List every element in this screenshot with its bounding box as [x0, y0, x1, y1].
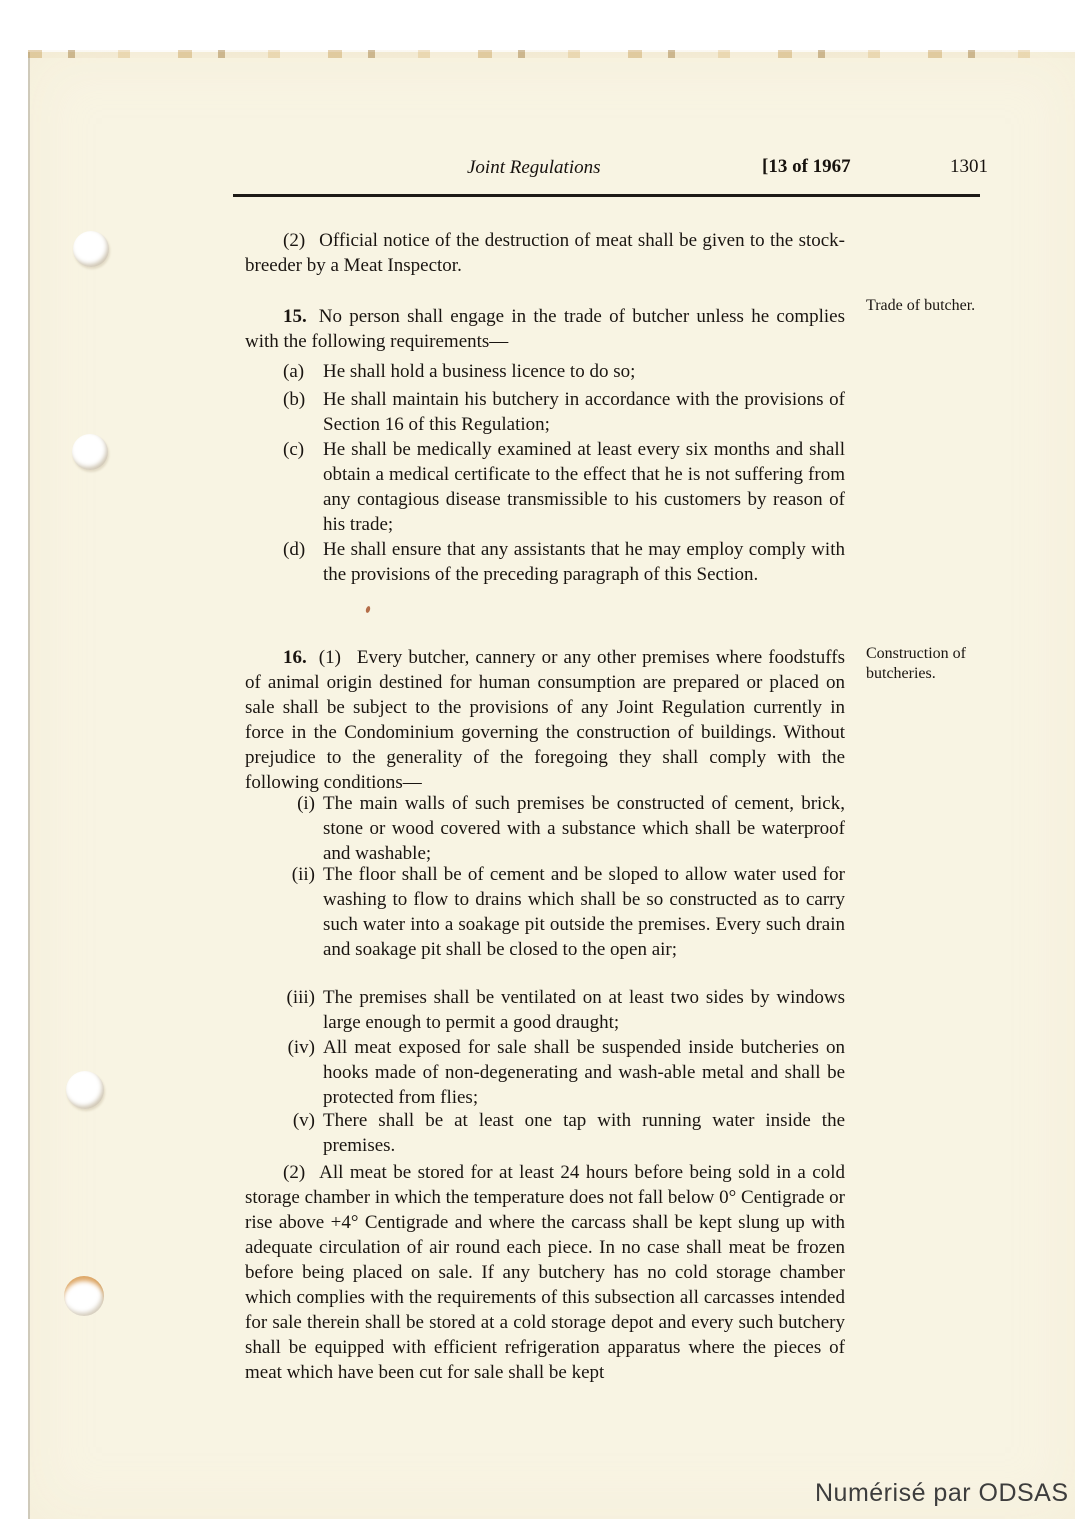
page-number: 1301 [950, 156, 988, 177]
list-item-c [245, 437, 845, 537]
list-item-a [245, 359, 845, 384]
paragraph-2-official-notice [245, 228, 845, 278]
list-item-label: (iii) [286, 987, 315, 1008]
condition-ii [245, 862, 845, 962]
condition-i [245, 791, 845, 866]
list-item-text: There shall be at least one tap with running water inside the premises. [323, 1110, 845, 1156]
scan-watermark: Numérisé par ODSAS [815, 1479, 1069, 1507]
margin-note-trade-of-butcher: Trade of butcher. [866, 297, 976, 314]
list-item-text: All meat exposed for sale shall be suspended inside butcheries on hooks made of non-degenerating and wash-able metal and shall be protected from flies; [323, 1037, 845, 1108]
list-item-d [245, 537, 845, 587]
paragraph-marker: (2) [283, 1162, 306, 1183]
punch-hole [72, 434, 108, 470]
list-item-label: (ii) [291, 864, 315, 885]
section-number: 15. [283, 306, 307, 327]
list-item-text: He shall ensure that any assistants that he may employ comply with the provisions of the preceding paragraph of this Section. [323, 539, 845, 585]
subsection-marker: (1) [318, 647, 341, 668]
list-item-text: The premises shall be ventilated on at least two sides by windows large enough to permit a good draught; [323, 987, 845, 1033]
section-16-intro [245, 645, 845, 795]
paragraph-text: All meat be stored for at least 24 hours before being sold in a cold storage chamber in which the temperature does not fall below 0° Centigrade or rise above +4° Centigrade and where the carcass shall be kept slung up with adequate circulation of air round each piece. In no case shall meat be frozen before being placed on sale. If any butchery has no cold storage chamber which complies with the requirements of this subsection all carcasses intended for sale therein shall be stored at a cold storage depot and every such butchery shall be equipped with efficient refrigeration apparatus where the pieces of meat which have been cut for sale shall be kept [245, 1162, 845, 1383]
section-15-intro [245, 304, 845, 354]
running-header-title: Joint Regulations [467, 157, 601, 178]
list-item-label: (v) [292, 1110, 315, 1131]
condition-iii [245, 985, 845, 1035]
list-item-label: (i) [297, 793, 315, 814]
paragraph-marker: (2) [283, 230, 306, 251]
torn-paper-edge [28, 50, 1075, 58]
condition-iv [245, 1035, 845, 1110]
running-header-citation: [13 of 1967 [762, 156, 851, 177]
list-item-label: (d) [283, 539, 306, 560]
section-number: 16. [283, 647, 307, 668]
paragraph-2-cold-storage [245, 1160, 845, 1385]
header-rule [233, 194, 980, 197]
punch-hole [66, 1071, 104, 1109]
list-item-label: (a) [283, 361, 305, 382]
list-item-label: (b) [283, 389, 306, 410]
punch-hole [64, 1276, 104, 1316]
list-item-text: He shall be medically examined at least every six months and shall obtain a medical certificate to the effect that he is not suffering from any contagious disease transmissible to his customers by reason of his trade; [323, 439, 845, 535]
list-item-b [245, 387, 845, 437]
list-item-text: He shall hold a business licence to do so; [323, 361, 636, 382]
list-item-text: He shall maintain his butchery in accordance with the provisions of Section 16 of this Regulation; [323, 389, 845, 435]
list-item-label: (iv) [287, 1037, 315, 1058]
section-text: Every butcher, cannery or any other premises where foodstuffs of animal origin destined for human consumption are prepared or placed on sale shall be subject to the provisions of any Joint Regulation currently in force in the Condominium governing the construction of buildings. Without prejudice to the generality of the foregoing they shall comply with the following conditions— [245, 647, 845, 793]
condition-v [245, 1108, 845, 1158]
paragraph-text: Official notice of the destruction of meat shall be given to the stock-breeder by a Meat Inspector. [245, 230, 845, 276]
list-item-text: The floor shall be of cement and be sloped to allow water used for washing to flow to drains which shall be so constructed as to carry such water into a soakage pit outside the premises. Every such drain and soakage pit shall be closed to the open air; [323, 864, 845, 960]
punch-hole [73, 231, 109, 267]
margin-note-construction-of-butcheries: Construction of butcheries. [866, 645, 966, 682]
list-item-text: The main walls of such premises be constructed of cement, brick, stone or wood covered with a substance which shall be waterproof and washable; [323, 793, 845, 864]
list-item-label: (c) [283, 439, 305, 460]
section-text: No person shall engage in the trade of butcher unless he complies with the following requirements— [245, 306, 845, 352]
